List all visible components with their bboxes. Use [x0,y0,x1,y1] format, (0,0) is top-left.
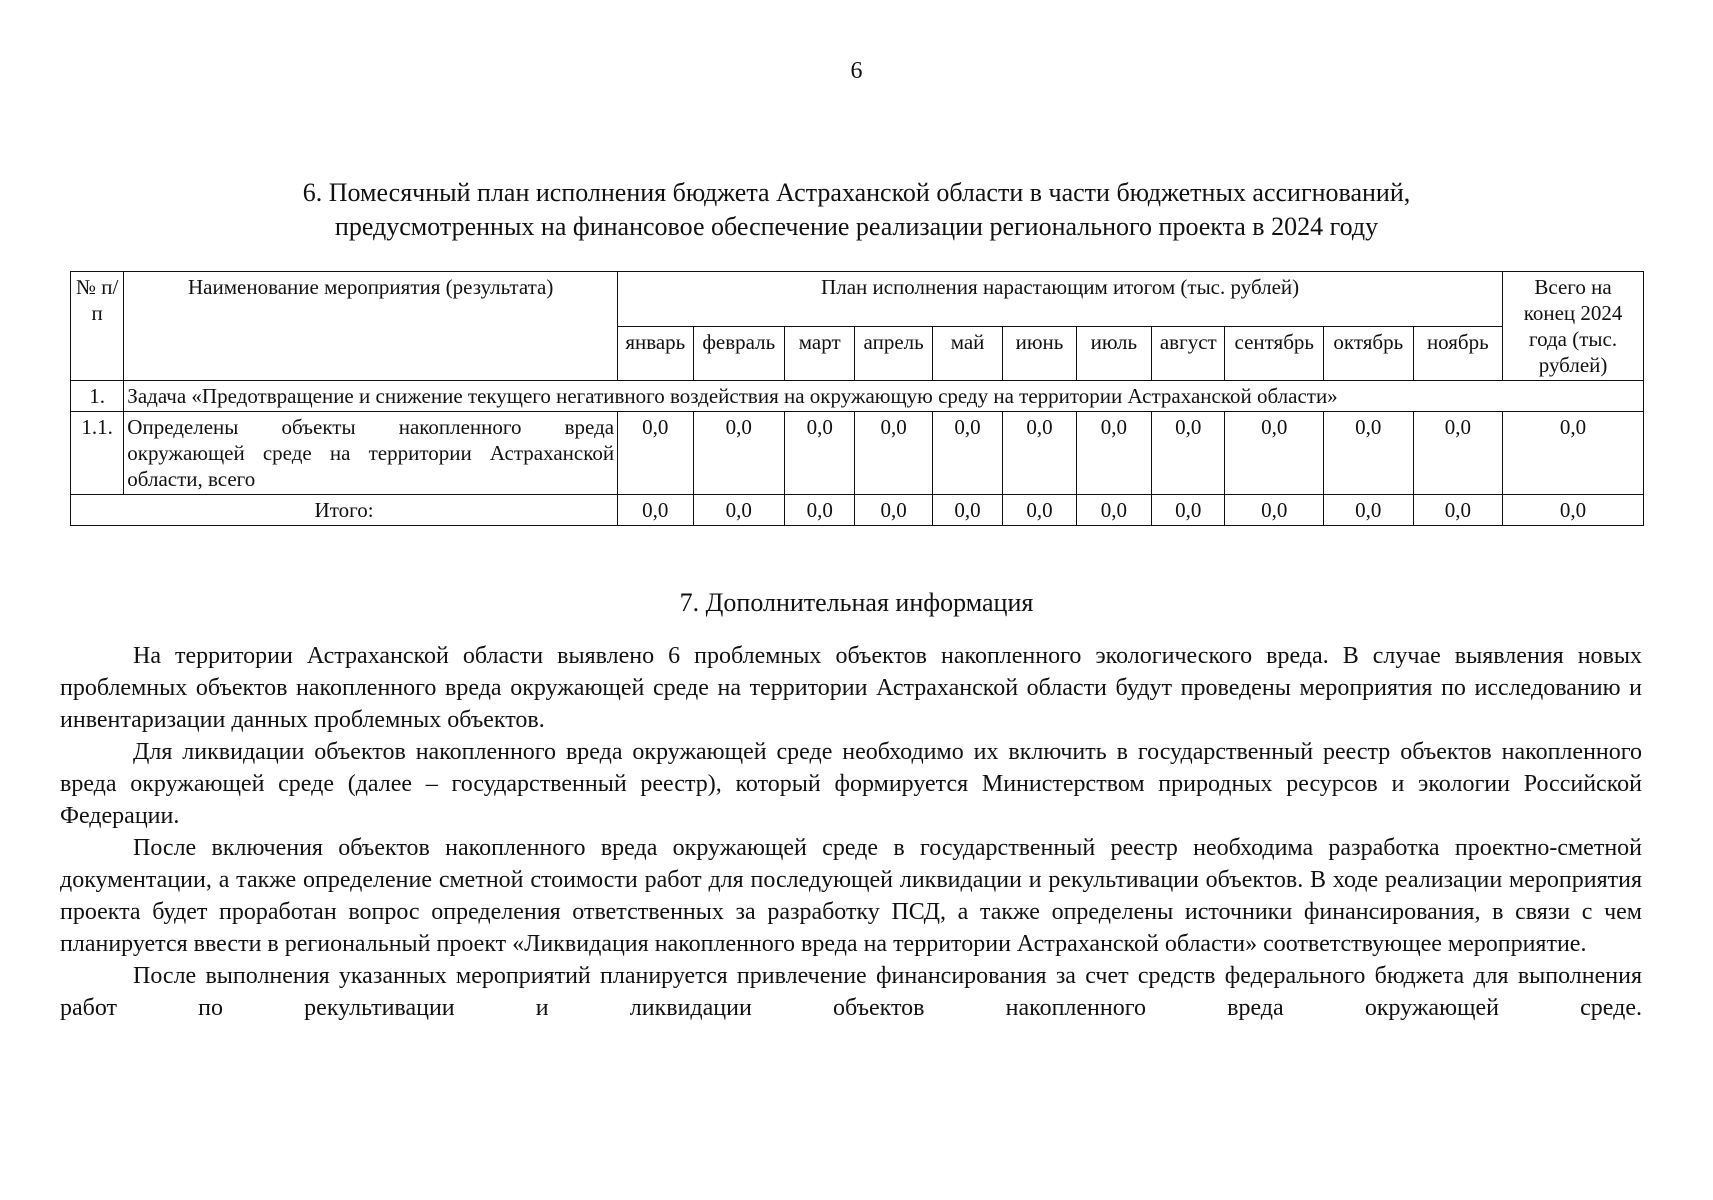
task-row [71,381,1644,412]
total-value-cell: 0,0 [693,495,785,526]
item-value-cell: 0,0 [618,412,693,495]
item-value-cell: 0,0 [1003,412,1076,495]
total-value-cell: 0,0 [1152,495,1225,526]
total-value-cell: 0,0 [1003,495,1076,526]
header-month: июль [1076,326,1151,381]
paragraph: После выполнения указанных мероприятий планируется привлечение финансирования за счет средств федерального бюджета для выполнения работ по рекультивации и ликвидации объектов накопленного вреда окружающей среде. [60,963,1642,1021]
header-name: Наименование мероприятия (результата) [124,272,618,381]
paragraph: На территории Астраханской области выявлено 6 проблемных объектов накопленного экологического вреда. В случае выявления новых проблемных объектов накопленного вреда окружающей среде на территории Астраханской области будут проведены мероприятия по исследованию и инвентаризации данных проблемных объектов. [60,643,1642,733]
header-month: июнь [1003,326,1076,381]
total-value-cell: 0,0 [1076,495,1151,526]
section-6-title [60,176,1653,244]
total-value-cell: 0,0 [785,495,855,526]
section-6-title-line-1: 6. Помесячный план исполнения бюджета Астраханской области в части бюджетных ассигнований, [302,178,1411,207]
item-value-cell: 0,0 [785,412,855,495]
header-month: ноябрь [1413,326,1503,381]
item-value-cell: 0,0 [1413,412,1503,495]
additional-info-text [60,640,1642,1024]
item-num: 1.1. [71,412,124,495]
header-month: февраль [693,326,785,381]
section-6-title-line-2: предусмотренных на финансовое обеспечение реализации регионального проекта в 2024 году [334,212,1379,241]
item-value-cell: 0,0 [855,412,932,495]
budget-plan-table [70,271,1644,526]
total-value-cell: 0,0 [1225,495,1324,526]
item-row [71,412,1644,495]
item-value-cell: 0,0 [1076,412,1151,495]
page-number: 6 [850,58,863,84]
header-total: Всего на конец 2024 года (тыс. рублей) [1503,272,1644,381]
total-value-cell: 0,0 [1413,495,1503,526]
task-num: 1. [71,381,124,412]
table-header-row [71,272,1644,327]
total-value-cell: 0,0 [855,495,932,526]
header-num: № п/п [71,272,124,381]
total-value-cell-total: 0,0 [1503,495,1644,526]
section-7-title: 7. Дополнительная информация [679,588,1034,617]
item-value-cell-total: 0,0 [1503,412,1644,495]
header-month: август [1152,326,1225,381]
header-month: январь [618,326,693,381]
total-value-cell: 0,0 [1324,495,1414,526]
total-label: Итого: [71,495,618,526]
header-month: сентябрь [1225,326,1324,381]
header-plan-group: План исполнения нарастающим итогом (тыс. рублей) [618,272,1503,327]
item-name: Определены объекты накопленного вреда окружающей среде на территории Астраханской области, всего [124,412,618,495]
item-value-cell: 0,0 [1324,412,1414,495]
task-text: Задача «Предотвращение и снижение текущего негативного воздействия на окружающую среду на территории Астраханской области» [124,381,1644,412]
header-month: март [785,326,855,381]
item-value-cell: 0,0 [932,412,1002,495]
item-value-cell: 0,0 [1152,412,1225,495]
header-month: май [932,326,1002,381]
item-value-cell: 0,0 [1225,412,1324,495]
header-month: октябрь [1324,326,1414,381]
item-value-cell: 0,0 [693,412,785,495]
total-row [71,495,1644,526]
paragraph: Для ликвидации объектов накопленного вреда окружающей среде необходимо их включить в государственный реестр объектов накопленного вреда окружающей среде (далее – государственный реестр), который формируется Министерством природных ресурсов и экологии Российской Федерации. [60,739,1642,829]
total-value-cell: 0,0 [932,495,1002,526]
paragraph: После включения объектов накопленного вреда окружающей среде в государственный реестр необходима разработка проектно-сметной документации, а также определение сметной стоимости работ для последующей ликвидации и рекультивации объектов. В ходе реализации мероприятия проекта будет проработан вопрос определения ответственных за разработку ПСД, а также определены источники финансирования, в связи с чем планируется ввести в региональный проект «Ликвидация накопленного вреда на территории Астраханской области» соответствующее мероприятие. [60,835,1642,957]
total-value-cell: 0,0 [618,495,693,526]
header-month: апрель [855,326,932,381]
